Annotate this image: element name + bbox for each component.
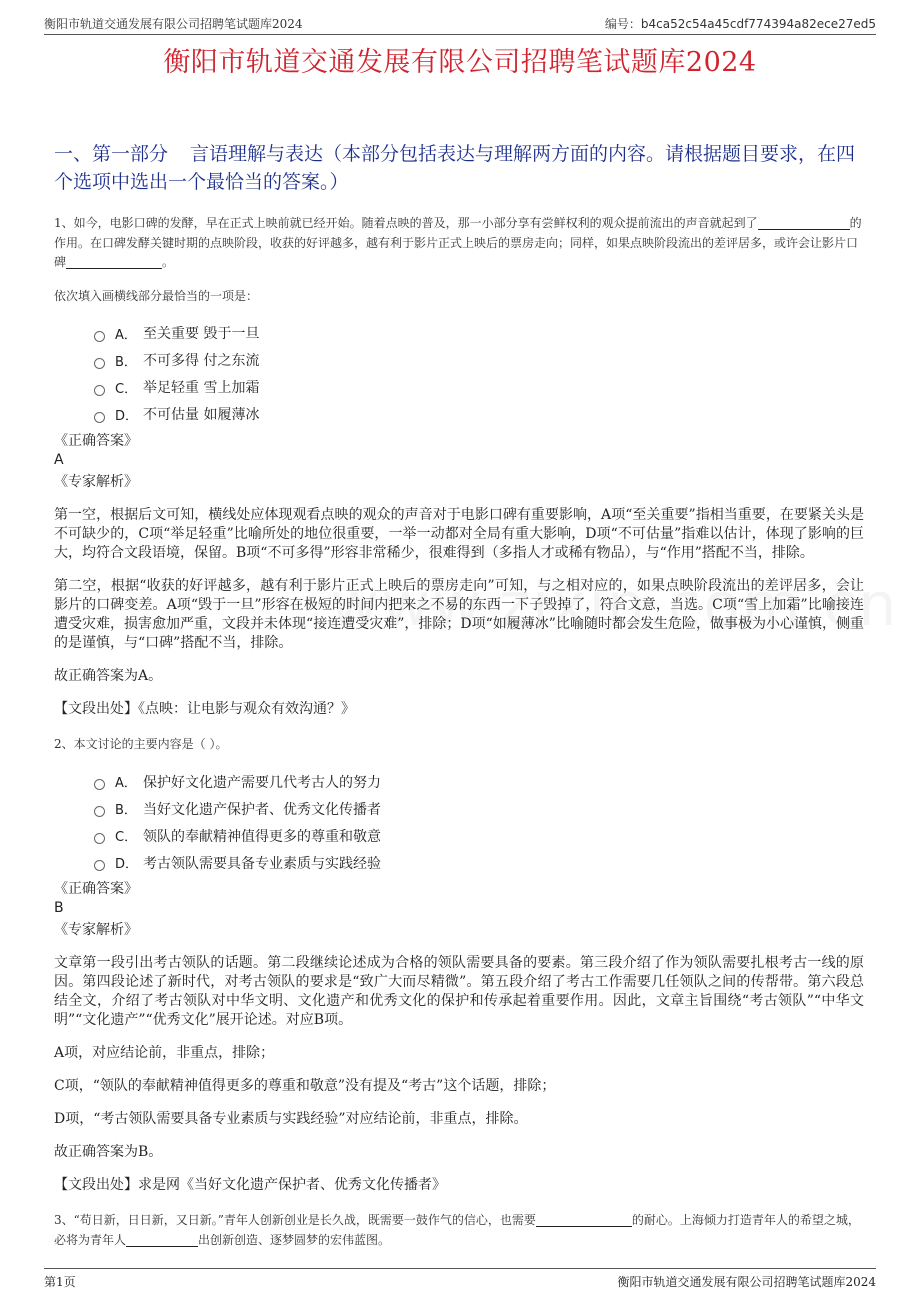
analysis-paragraph: 文章第一段引出考古领队的话题。第二段继续论述成为合格的领队需要具备的要素。第三段介绍了作为领队需要扎根考古一线的原因。第四段论述了新时代，对考古领队的要求是“致广大而尽精微”。第五段介绍了考古工作需要几任领队之间的传帮带。第六段总结全文，介绍了考古领队对中华文明、文化遗产和优秀文化的保护和传承起着重要作用。因此，文章主旨围绕“考古领队”“中华文明”“文化遗产”“优秀文化”展开论述。对应B项。 bbox=[54, 955, 864, 1028]
source-note: 【文段出处】求是网《当好文化遗产保护者、优秀文化传播者》 bbox=[54, 1177, 446, 1193]
option-letter: A． bbox=[115, 327, 137, 343]
analysis-paragraph: C项，“领队的奉献精神值得更多的尊重和敬意”没有提及“考古”这个话题，排除； bbox=[54, 1078, 556, 1094]
option-letter: B． bbox=[115, 803, 137, 818]
analysis-conclusion: 故正确答案为A。 bbox=[54, 667, 163, 684]
option-text: 至关重要 毁于一旦 bbox=[143, 326, 260, 342]
radio-icon[interactable] bbox=[94, 806, 105, 817]
question-1-instruction: 依次填入画横线部分最恰当的一项是： bbox=[54, 288, 259, 303]
option-a[interactable] bbox=[94, 768, 864, 795]
header-doc-code: 编号：b4ca52c54a45cdf774394a82ece27ed5 bbox=[604, 17, 876, 31]
analysis-label: 《专家解析》 bbox=[54, 922, 138, 938]
question-1-options bbox=[94, 320, 864, 428]
answer-label: 《正确答案》 bbox=[54, 881, 138, 897]
question-2-text: 2、本文讨论的主要内容是（ ）。 bbox=[54, 736, 228, 751]
question-3-part-b: 的耐心。上海倾力打造青年人的希望之城，必将为青年人 bbox=[54, 1213, 860, 1247]
document-body bbox=[54, 140, 864, 1250]
option-text: 不可多得 付之东流 bbox=[143, 353, 260, 369]
question-2-options bbox=[94, 768, 864, 876]
section-description: 言语理解与表达（本部分包括表达与理解两方面的内容。请根据题目要求，在四个选项中选出一个最恰当的答案。） bbox=[54, 143, 856, 193]
question-1-part-b: 的作用。在口碑发酵关键时期的点映阶段，收获的好评越多，越有利于影片正式上映后的票房走向；同样，如果点映阶段流出的差评居多，或许会让影片口碑 bbox=[54, 216, 862, 269]
correct-answer: B bbox=[54, 900, 64, 916]
option-text: 领队的奉献精神值得更多的尊重和敬意 bbox=[143, 828, 381, 845]
radio-icon[interactable] bbox=[94, 412, 105, 423]
radio-icon[interactable] bbox=[94, 358, 105, 369]
page-header bbox=[44, 12, 876, 35]
option-b[interactable] bbox=[94, 795, 864, 822]
radio-icon[interactable] bbox=[94, 779, 105, 790]
question-3-text bbox=[54, 1211, 864, 1250]
answer-blank bbox=[66, 255, 162, 269]
document-title: 衡阳市轨道交通发展有限公司招聘笔试题库2024 bbox=[163, 47, 757, 78]
option-a[interactable] bbox=[94, 320, 864, 347]
analysis-label: 《专家解析》 bbox=[54, 473, 138, 490]
correct-answer: A bbox=[54, 451, 64, 468]
radio-icon[interactable] bbox=[94, 860, 105, 871]
analysis-paragraph: 第二空，根据“收获的好评越多，越有利于影片正式上映后的票房走向”可知，与之相对应的，如果点映阶段流出的差评居多，会让影片的口碑变差。A项“毁于一旦”形容在极短的时间内把来之不易的东西一下子毁掉了，符合文意，当选。C项“雪上加霜”比喻接连遭受灾难，损害愈加严重，文段并未体现“接连遭受灾难”，排除；D项“如履薄冰”比喻随时都会发生危险，做事极为小心谨慎，侧重的是谨慎，与“口碑”搭配不当，排除。 bbox=[54, 577, 864, 651]
option-d[interactable] bbox=[94, 401, 864, 428]
header-doc-title: 衡阳市轨道交通发展有限公司招聘笔试题库2024 bbox=[44, 17, 303, 31]
answer-blank bbox=[126, 1233, 198, 1247]
footer-doc-title: 衡阳市轨道交通发展有限公司招聘笔试题库2024 bbox=[617, 1275, 876, 1289]
analysis-paragraph: D项，“考古领队需要具备专业素质与实践经验”对应结论前，非重点，排除。 bbox=[54, 1111, 528, 1127]
option-letter: C． bbox=[115, 381, 138, 397]
radio-icon[interactable] bbox=[94, 385, 105, 396]
section-heading bbox=[54, 140, 864, 196]
answer-blank bbox=[536, 1213, 632, 1227]
radio-icon[interactable] bbox=[94, 833, 105, 844]
analysis-conclusion: 故正确答案为B。 bbox=[54, 1144, 163, 1160]
option-letter: C． bbox=[115, 830, 138, 845]
option-text: 举足轻重 雪上加霜 bbox=[143, 380, 260, 396]
source-note: 【文段出处】《点映：让电影与观众有效沟通？》 bbox=[54, 700, 355, 717]
analysis-paragraph: 第一空，根据后文可知，横线处应体现观看点映的观众的声音对于电影口碑有重要影响，A项“至关重要”指相当重要，在要紧关头是不可缺少的，C项“举足轻重”比喻所处的地位很重要，一举一动都对全局有重大影响，D项“不可估量”指难以估计，体现了影响的巨大，均符合文段语境，保留。B项“不可多得”形容非常稀少，很难得到（多指人才或稀有物品），与“作用”搭配不当，排除。 bbox=[54, 506, 864, 561]
question-1-part-c: 。 bbox=[162, 255, 175, 269]
answer-blank bbox=[758, 216, 850, 230]
option-d[interactable] bbox=[94, 849, 864, 876]
option-text: 保护好文化遗产需要几代考古人的努力 bbox=[143, 774, 381, 791]
option-c[interactable] bbox=[94, 374, 864, 401]
question-1-text bbox=[54, 214, 864, 273]
section-part: 一、第一部分 bbox=[54, 143, 169, 165]
option-text: 当好文化遗产保护者、优秀文化传播者 bbox=[143, 801, 381, 818]
option-text: 不可估量 如履薄冰 bbox=[143, 407, 260, 423]
page-number: 第1页 bbox=[44, 1275, 76, 1289]
question-3-part-a: 3、“苟日新，日日新，又日新。”青年人创新创业是长久战，既需要一鼓作气的信心，也需要 bbox=[54, 1213, 536, 1227]
answer-label: 《正确答案》 bbox=[54, 432, 138, 449]
radio-icon[interactable] bbox=[94, 331, 105, 342]
option-letter: D． bbox=[115, 408, 139, 424]
page-footer bbox=[44, 1268, 876, 1290]
option-letter: A． bbox=[115, 776, 137, 791]
option-c[interactable] bbox=[94, 822, 864, 849]
question-1-part-a: 1、如今，电影口碑的发酵，早在正式上映前就已经开始。随着点映的普及，那一小部分享有尝鲜权利的观众提前流出的声音就起到了 bbox=[54, 216, 758, 230]
analysis-paragraph: A项，对应结论前，非重点，排除； bbox=[54, 1045, 275, 1061]
option-letter: B． bbox=[115, 354, 137, 370]
option-b[interactable] bbox=[94, 347, 864, 374]
option-letter: D． bbox=[115, 857, 139, 872]
option-text: 考古领队需要具备专业素质与实践经验 bbox=[143, 855, 381, 872]
question-3-part-c: 出创新创造、逐梦圆梦的宏伟蓝图。 bbox=[198, 1232, 391, 1247]
